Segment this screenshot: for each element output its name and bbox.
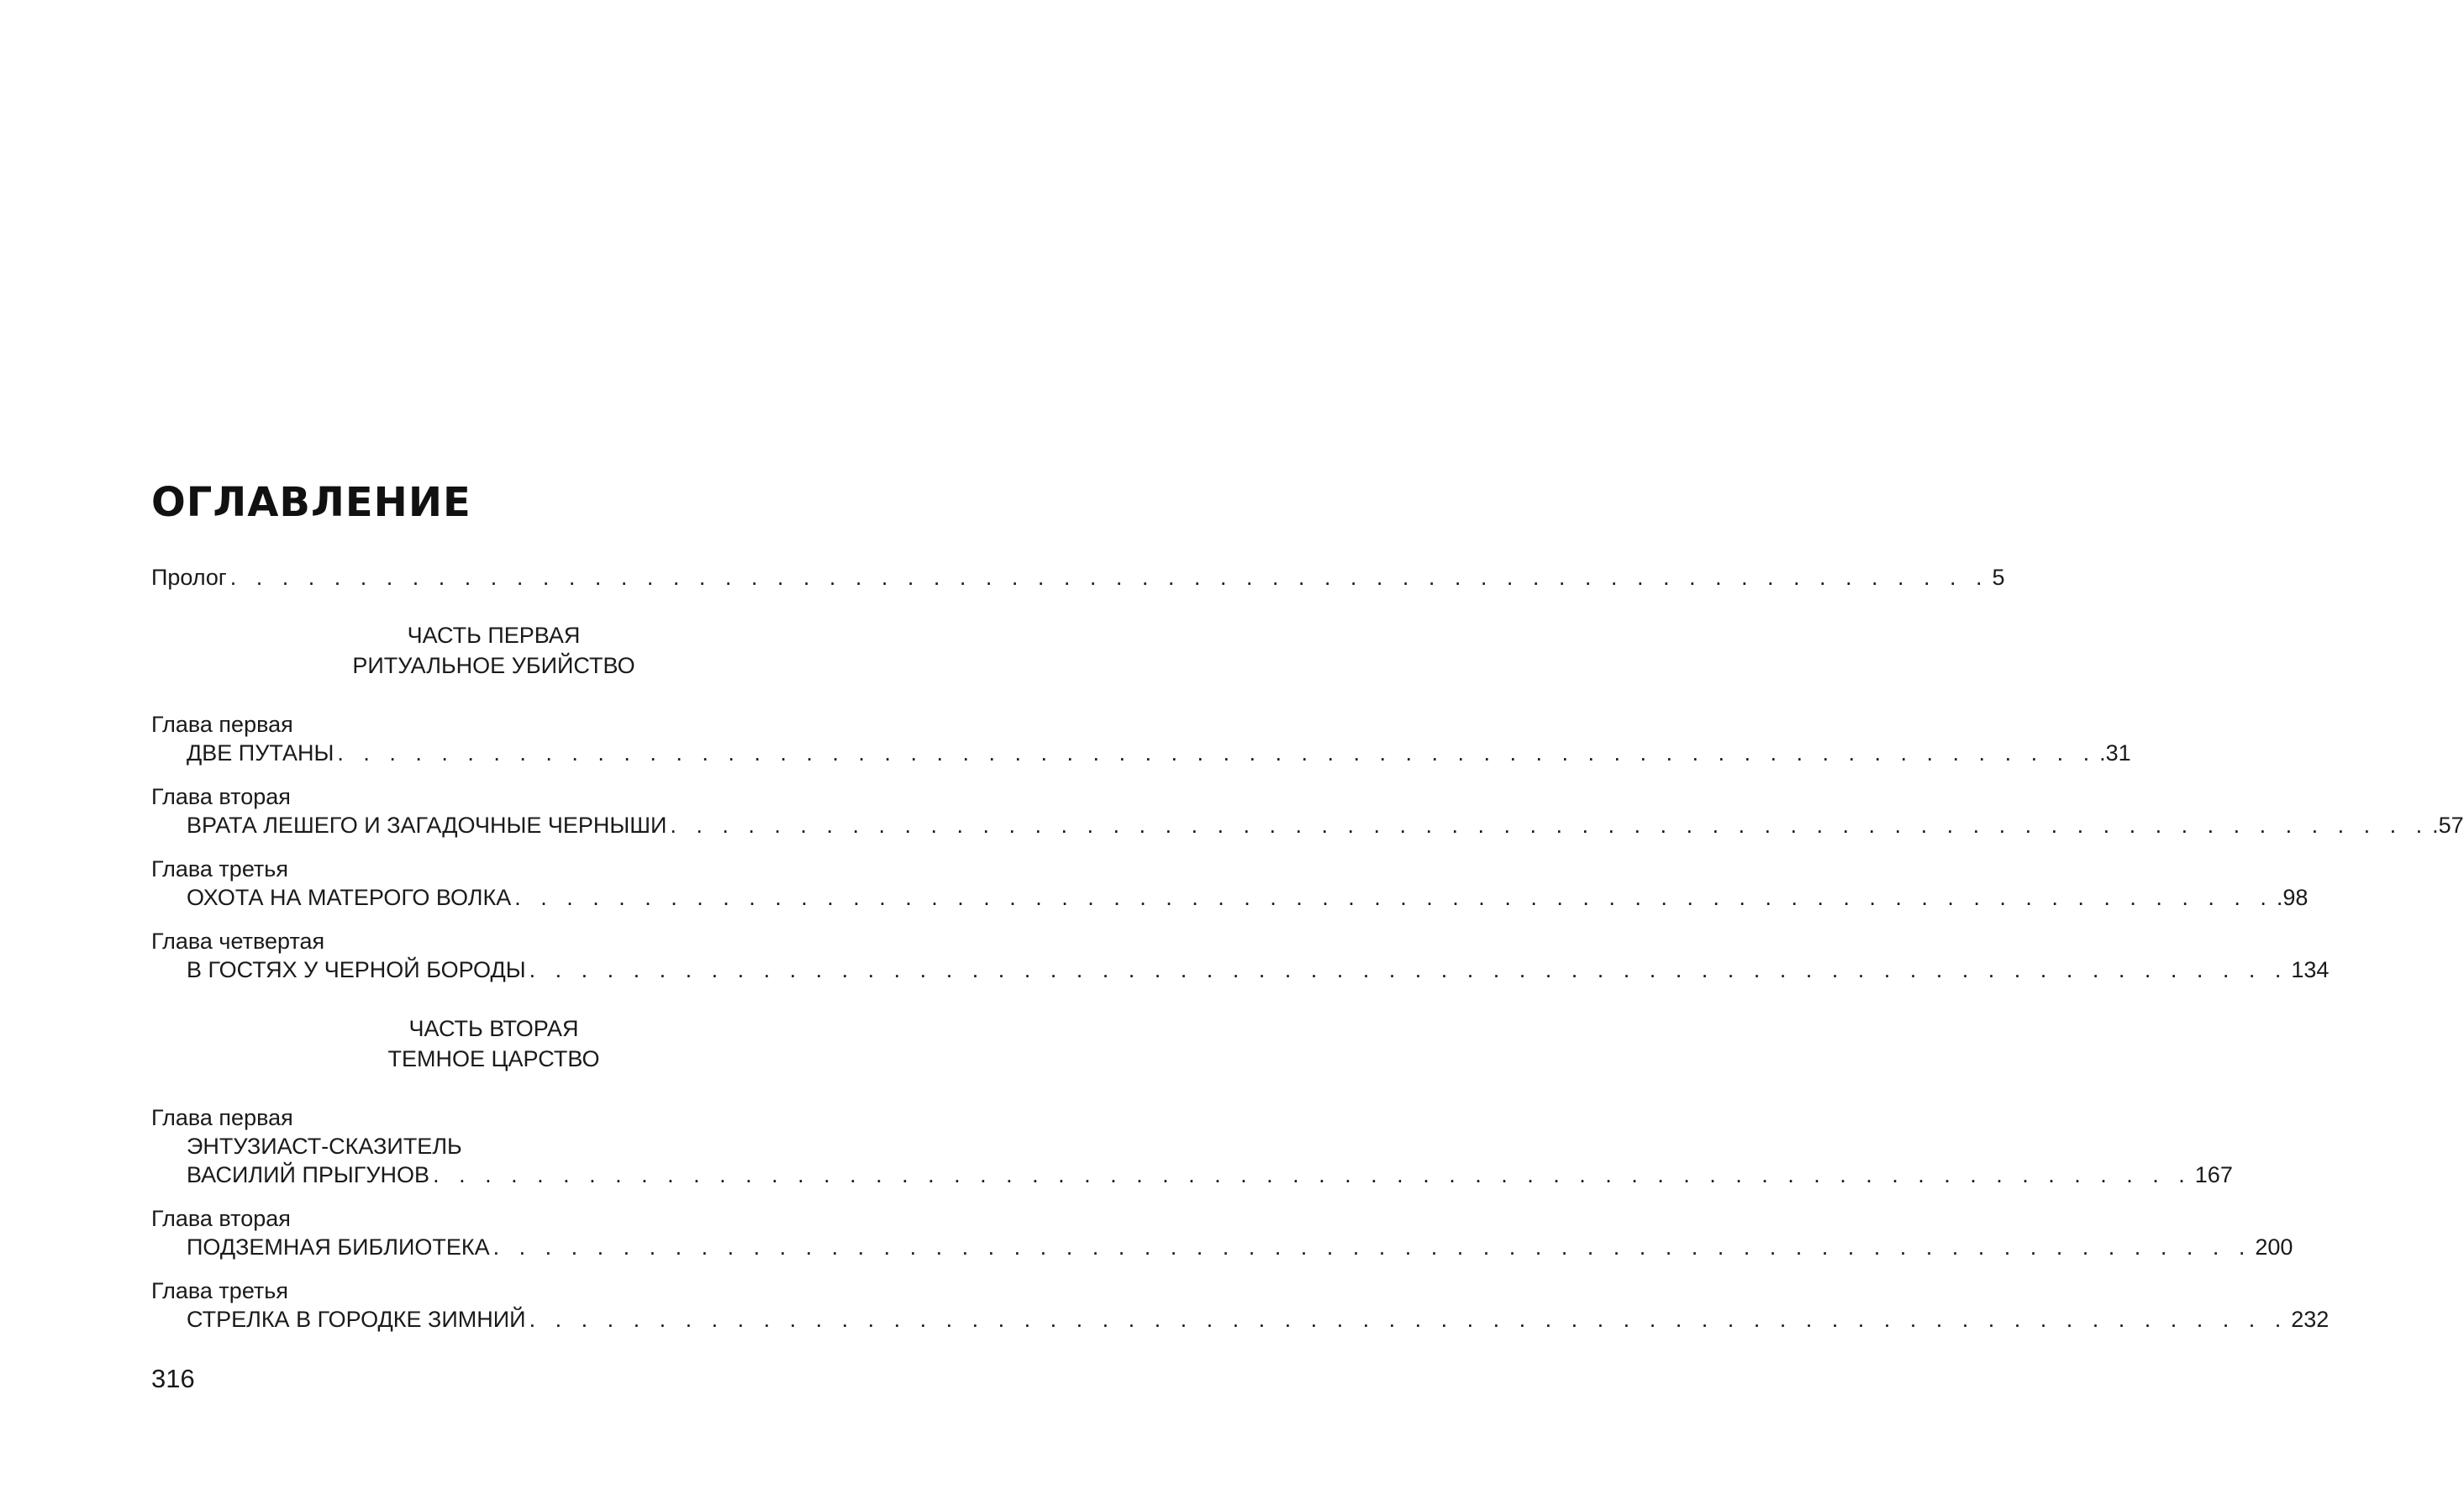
chapter-label: Глава первая [151, 712, 293, 737]
page-ref: .98 [2276, 885, 2309, 910]
chapter-title: ВРАТА ЛЕШЕГО И ЗАГАДОЧНЫЕ ЧЕРНЫШИ [187, 813, 667, 838]
dot-leader: . . . . . . . . . . . . . . . . . . . . . . . . . . . . . . . . . . . . . . . . . . . . . . . . . . . . . . . . . . . . . . . . . . . . [670, 813, 2430, 838]
chapter-title: ДВЕ ПУТАНЫ [187, 740, 334, 766]
page-ref: 200 [2255, 1234, 2293, 1260]
toc-entry-p1-ch4 [151, 927, 2330, 984]
part-one-heading [151, 620, 836, 681]
dot-leader: . . . . . . . . . . . . . . . . . . . . . . . . . . . . . . . . . . . . . . . . . . . . . . . . . . . . . . . . . . . . . . . . . . . . [433, 1162, 2192, 1187]
chapter-title: В ГОСТЯХ У ЧЕРНОЙ БОРОДЫ [187, 957, 526, 982]
entry-title: Пролог [151, 565, 227, 590]
toc-title: ОГЛАВЛЕНИЕ [151, 479, 471, 526]
toc-entry-p2-ch3 [151, 1276, 2330, 1334]
page-number: 316 [151, 1364, 195, 1393]
chapter-label: Глава первая [151, 1105, 293, 1130]
dot-leader: . . . . . . . . . . . . . . . . . . . . . . . . . . . . . . . . . . . . . . . . . . . . . . . . . . . . . . . . . . . . . . . . . . . . [337, 740, 2097, 766]
part-number: ЧАСТЬ ПЕРВАЯ [407, 623, 581, 648]
page-ref: .57 [2432, 813, 2464, 838]
dot-leader: . . . . . . . . . . . . . . . . . . . . . . . . . . . . . . . . . . . . . . . . . . . . . . . . . . . . . . . . . . . . . . . . . . . . [229, 565, 1989, 590]
toc-entry-p1-ch2 [151, 782, 2464, 839]
chapter-title-line: ЭНТУЗИАСТ-СКАЗИТЕЛЬ [187, 1134, 462, 1159]
chapter-label: Глава третья [151, 856, 288, 882]
part-number: ЧАСТЬ ВТОРАЯ [408, 1016, 579, 1041]
dot-leader: . . . . . . . . . . . . . . . . . . . . . . . . . . . . . . . . . . . . . . . . . . . . . . . . . . . . . . . . . . . . . . . . . . . . [492, 1234, 2252, 1260]
chapter-label: Глава вторая [151, 1206, 291, 1231]
chapter-label: Глава четвертая [151, 929, 325, 954]
chapter-title: ОХОТА НА МАТЕРОГО ВОЛКА [187, 885, 512, 910]
part-two-heading [151, 1013, 836, 1074]
toc-entry-p2-ch2 [151, 1204, 2293, 1261]
chapter-label: Глава вторая [151, 784, 291, 809]
chapter-title: СТРЕЛКА В ГОРОДКЕ ЗИМНИЙ [187, 1307, 526, 1332]
page-ref: 167 [2194, 1162, 2233, 1187]
part-title: ТЕМНОЕ ЦАРСТВО [387, 1046, 600, 1071]
toc-entry-prologue [151, 563, 2005, 592]
page-ref: 5 [1992, 565, 2005, 590]
toc-entry-p1-ch1 [151, 710, 2131, 767]
dot-leader: . . . . . . . . . . . . . . . . . . . . . . . . . . . . . . . . . . . . . . . . . . . . . . . . . . . . . . . . . . . . . . . . . . . . [514, 885, 2273, 910]
chapter-title: ВАСИЛИЙ ПРЫГУНОВ [187, 1162, 430, 1187]
toc-entry-p1-ch3 [151, 855, 2309, 912]
chapter-label: Глава третья [151, 1278, 288, 1303]
dot-leader: . . . . . . . . . . . . . . . . . . . . . . . . . . . . . . . . . . . . . . . . . . . . . . . . . . . . . . . . . . . . . . . . . . . . [529, 957, 2288, 982]
dot-leader: . . . . . . . . . . . . . . . . . . . . . . . . . . . . . . . . . . . . . . . . . . . . . . . . . . . . . . . . . . . . . . . . . . . . [529, 1307, 2288, 1332]
page-ref: .31 [2099, 740, 2131, 766]
part-title: РИТУАЛЬНОЕ УБИЙСТВО [352, 653, 635, 678]
page-ref: 134 [2291, 957, 2330, 982]
chapter-title: ПОДЗЕМНАЯ БИБЛИОТЕКА [187, 1234, 490, 1260]
toc-entry-p2-ch1 [151, 1103, 2233, 1189]
page-ref: 232 [2291, 1307, 2330, 1332]
